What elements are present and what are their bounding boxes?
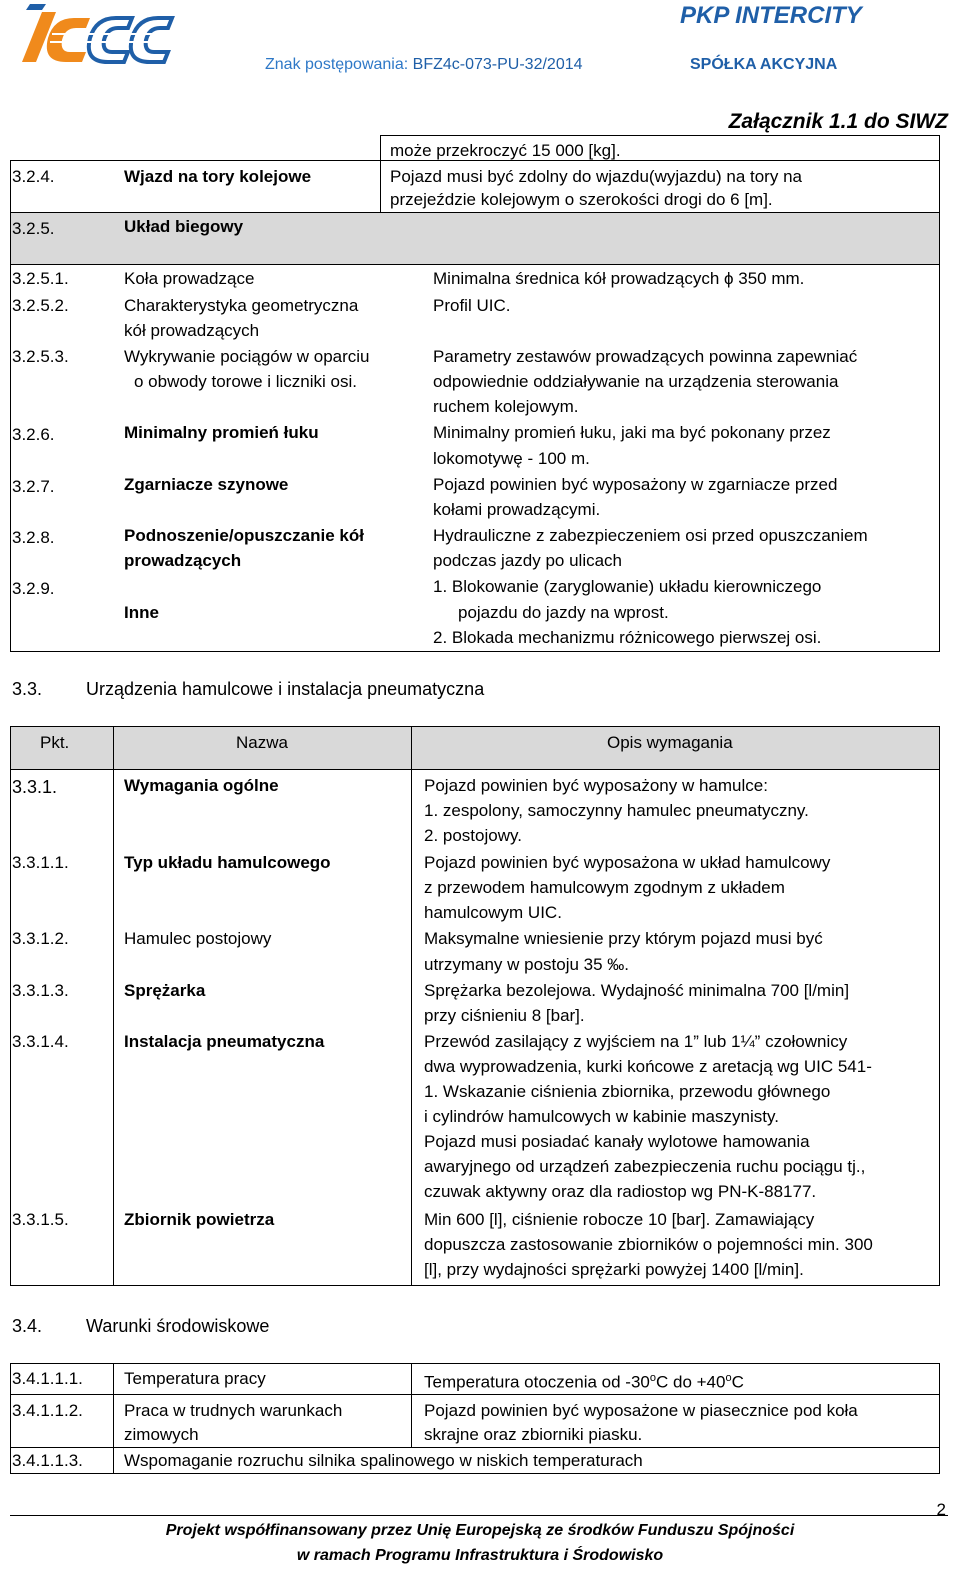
row-3-3-1-desc-line1: Pojazd powinien być wyposażony w hamulce: [424, 776, 768, 795]
row-3-4-1-1-3-num: 3.4.1.1.3. [12, 1451, 83, 1470]
row-3-2-8-desc-line1: Hydrauliczne z zabezpieczeniem osi przed opuszczaniem [433, 526, 868, 545]
row-3-3-1-4-num: 3.3.1.4. [12, 1032, 69, 1051]
row-3-2-5-2-num: 3.2.5.2. [12, 296, 69, 315]
row-3-2-9-name: Inne [124, 603, 159, 622]
row-3-4-1-1-3-text: Wspomaganie rozruchu silnika spalinowego w niskich temperaturach [124, 1451, 643, 1470]
row-3-3-1-desc-line3: 2. postojowy. [424, 826, 522, 845]
company-subtitle: SPÓŁKA AKCYJNA [690, 56, 838, 73]
row-3-4-1-1-2-desc-line2: skrajne oraz zbiorniki piasku. [424, 1425, 643, 1444]
temp-desc-a: Temperatura otoczenia od -30 [424, 1372, 650, 1392]
row-3-2-5-3-name-line1: Wykrywanie pociągów w oparciu [124, 347, 370, 366]
row-3-3-1-num: 3.3.1. [12, 777, 58, 797]
footer-funding-line2: w ramach Programu Infrastruktura i Środowisko [296, 1547, 664, 1564]
temp-desc-b: C do +40 [655, 1372, 726, 1392]
row-3-3-1-2-name: Hamulec postojowy [124, 929, 272, 948]
row-3-2-5-3-desc-line1: Parametry zestawów prowadzących powinna zapewniać [433, 347, 858, 366]
row-3-3-1-5-name: Zbiornik powietrza [124, 1210, 275, 1229]
section-3-3-num: 3.3. [12, 679, 43, 699]
row-3-2-5-2-name-line1: Charakterystyka geometryczna [124, 296, 359, 315]
section-3-4-num: 3.4. [12, 1316, 43, 1336]
row-3-3-1-4-desc-line5: Pojazd musi posiadać kanały wylotowe hamowania [424, 1132, 810, 1151]
row-3-2-5-3-desc-line2: odpowiednie oddziaływanie na urządzenia sterowania [433, 372, 839, 391]
procedure-number [265, 56, 583, 74]
row-3-2-6-name: Minimalny promień łuku [124, 423, 319, 442]
row-3-2-5-1-name: Koła prowadzące [124, 269, 255, 288]
row-3-2-7-desc-line1: Pojazd powinien być wyposażony w zgarniacze przed [433, 475, 838, 494]
row-3-3-1-1-desc-line1: Pojazd powinien być wyposażona w układ hamulcowy [424, 853, 831, 872]
row-3-2-5-3-num: 3.2.5.3. [12, 347, 69, 366]
row-3-3-1-1-num: 3.3.1.1. [12, 853, 69, 872]
row-3-2-4-desc-line2: przejeździe kolejowym o szerokości drogi do 6 [m]. [390, 190, 773, 209]
row-3-2-8-name-line1: Podnoszenie/opuszczanie kół [124, 526, 364, 545]
row-3-4-1-1-1-desc [424, 1366, 744, 1395]
row-3-2-5-3-name-line2: o obwody torowe i liczniki osi. [134, 372, 357, 391]
row-3-2-9-desc-line3: 2. Blokada mechanizmu różnicowego pierwszej osi. [433, 628, 822, 647]
row-3-4-1-1-2-name-line1: Praca w trudnych warunkach [124, 1401, 343, 1420]
attachment-label: Załącznik 1.1 do SIWZ [728, 110, 948, 133]
row-3-3-1-2-desc-line1: Maksymalne wniesienie przy którym pojazd musi być [424, 929, 823, 948]
continuation-text: może przekroczyć 15 000 [kg]. [390, 141, 621, 160]
row-3-2-5-1-num: 3.2.5.1. [12, 269, 69, 288]
degree-sup-1: o [649, 1372, 656, 1384]
row-3-2-5-1-desc: Minimalna średnica kół prowadzących ϕ 350 mm. [433, 269, 805, 288]
row-3-3-1-3-name: Sprężarka [124, 981, 206, 1000]
degree-sup-2: o [725, 1372, 732, 1384]
row-3-3-1-4-desc-line1: Przewód zasilający z wyjściem na 1” lub 1¼” czołownicy [424, 1032, 848, 1051]
row-3-2-9-num: 3.2.9. [12, 579, 55, 598]
row-3-4-1-1-2-name-line2: zimowych [124, 1425, 199, 1444]
row-3-2-5-3-desc-line3: ruchem kolejowym. [433, 397, 579, 416]
procedure-label: Znak postępowania: [265, 56, 409, 73]
row-3-3-1-desc-line2: 1. zespolony, samoczynny hamulec pneumatyczny. [424, 801, 809, 820]
row-3-2-6-desc-line1: Minimalny promień łuku, jaki ma być pokonany przez [433, 423, 831, 442]
row-3-2-5-name: Układ biegowy [124, 217, 244, 236]
row-3-3-1-5-num: 3.3.1.5. [12, 1210, 69, 1229]
row-3-2-8-name-line2: prowadzących [124, 551, 242, 570]
row-3-2-7-name: Zgarniacze szynowe [124, 475, 289, 494]
row-3-3-1-4-name: Instalacja pneumatyczna [124, 1032, 325, 1051]
row-3-2-6-desc-line2: lokomotywę - 100 m. [433, 449, 590, 468]
row-3-3-1-3-desc-line2: przy ciśnieniu 8 [bar]. [424, 1006, 585, 1025]
row-3-2-4-desc-line1: Pojazd musi być zdolny do wjazdu(wyjazdu) na tory na [390, 167, 802, 186]
row-3-2-7-num: 3.2.7. [12, 477, 55, 496]
page-number: 2 [936, 1500, 946, 1519]
row-3-2-5-num: 3.2.5. [12, 219, 55, 238]
footer-funding-line1: Projekt współfinansowany przez Unię Europejską ze środków Funduszu Spójności [165, 1522, 795, 1539]
header-opis: Opis wymagania [607, 733, 733, 752]
row-3-3-1-4-desc-line2: dwa wyprowadzenia, kurki końcowe z aretacją wg UIC 541- [424, 1057, 872, 1076]
row-3-3-1-4-desc-line6: awaryjnego od urządzeń zabezpieczenia ruchu pociągu tj., [424, 1157, 866, 1176]
row-3-3-1-1-desc-line2: z przewodem hamulcowym zgodnym z układem [424, 878, 785, 897]
temp-desc-c: C [731, 1372, 744, 1392]
row-3-2-9-desc-line2: pojazdu do jazdy na wprost. [458, 603, 669, 622]
row-3-4-1-1-1-num: 3.4.1.1.1. [12, 1369, 83, 1388]
row-3-2-4-name: Wjazd na tory kolejowe [124, 167, 312, 186]
procedure-value: BFZ4c-073-PU-32/2014 [412, 56, 583, 73]
row-3-2-8-num: 3.2.8. [12, 528, 55, 547]
row-3-2-5-2-name-line2: kół prowadzących [124, 321, 260, 340]
row-3-2-4-num: 3.2.4. [12, 167, 55, 186]
row-3-3-1-5-desc-line3: [l], przy wydajności sprężarki powyżej 1400 [l/min]. [424, 1260, 804, 1279]
row-3-4-1-1-2-num: 3.4.1.1.2. [12, 1401, 83, 1420]
row-3-4-1-1-2-desc-line1: Pojazd powinien być wyposażone w piasecznice pod koła [424, 1401, 858, 1420]
row-3-2-8-desc-line2: podczas jazdy po ulicach [433, 551, 623, 570]
row-3-3-1-4-desc-line7: czuwak aktywny oraz dla radiostop wg PN-K-88177. [424, 1182, 817, 1201]
row-3-3-1-2-desc-line2: utrzymany w postoju 35 ‰. [424, 955, 630, 974]
row-3-3-1-1-desc-line3: hamulcowym UIC. [424, 903, 562, 922]
section-3-4-title: Warunki środowiskowe [86, 1316, 270, 1336]
row-3-3-1-1-name: Typ układu hamulcowego [124, 853, 331, 872]
row-3-2-7-desc-line2: kołami prowadzącymi. [433, 500, 601, 519]
row-3-3-1-3-num: 3.3.1.3. [12, 981, 69, 1000]
row-3-2-9-desc-line1: 1. Blokowanie (zaryglowanie) układu kierowniczego [433, 577, 822, 596]
row-3-2-6-num: 3.2.6. [12, 425, 55, 444]
company-name: PKP INTERCITY [680, 2, 862, 29]
header-nazwa: Nazwa [236, 733, 288, 752]
row-3-3-1-5-desc-line2: dopuszcza zastosowanie zbiorników o pojemności min. 300 [424, 1235, 873, 1254]
row-3-3-1-4-desc-line4: i cylindrów hamulcowych w kabinie maszynisty. [424, 1107, 779, 1126]
footer-divider [10, 1515, 948, 1516]
page-header [0, 0, 960, 80]
section-3-3-title: Urządzenia hamulcowe i instalacja pneumatyczna [86, 679, 485, 699]
row-3-3-1-name: Wymagania ogólne [124, 776, 279, 795]
header-pkt: Pkt. [40, 733, 70, 752]
row-3-2-5-2-desc: Profil UIC. [433, 296, 511, 315]
table-brakes-header [10, 726, 940, 770]
intercity-logo [12, 4, 177, 66]
row-3-3-1-4-desc-line3: 1. Wskazanie ciśnienia zbiornika, przewodu głównego [424, 1082, 831, 1101]
row-3-4-1-1-1-name: Temperatura pracy [124, 1369, 266, 1388]
row-3-3-1-3-desc-line1: Sprężarka bezolejowa. Wydajność minimalna 700 [l/min] [424, 981, 850, 1000]
row-3-3-1-2-num: 3.3.1.2. [12, 929, 69, 948]
row-3-3-1-5-desc-line1: Min 600 [l], ciśnienie robocze 10 [bar]. Zamawiający [424, 1210, 815, 1229]
